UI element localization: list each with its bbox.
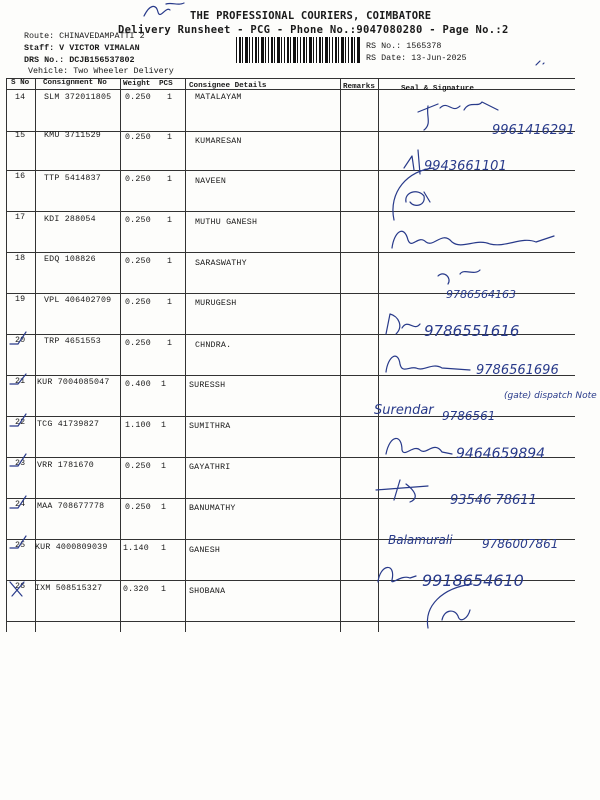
barcode	[236, 37, 360, 63]
rs-date: RS Date: 13-Jun-2025	[366, 53, 467, 63]
phone-handwritten: 9918654610	[422, 571, 524, 590]
phone-handwritten: 9786564163	[446, 288, 516, 301]
col-consignee: Consignee Details	[189, 82, 267, 90]
row-consignee: SARASWATHY	[195, 259, 247, 268]
row-sno: 17	[15, 213, 26, 222]
row-sno: 25	[15, 541, 26, 550]
row-consignee: GAYATHRI	[189, 463, 231, 472]
row-consignee: SURESSH	[189, 381, 226, 390]
row-consignment: TCG 41739827	[37, 420, 100, 429]
row-weight: 0.250	[125, 462, 151, 471]
row-consignment: SLM 372011805	[44, 93, 112, 102]
row-pcs: 1	[167, 133, 173, 142]
row-weight: 0.250	[125, 298, 151, 307]
signature-row-22	[380, 428, 570, 464]
row-weight: 0.320	[123, 585, 149, 594]
signature-row-14	[408, 96, 575, 144]
row-weight: 0.250	[125, 257, 151, 266]
col-weight: Weight	[123, 80, 151, 88]
row-pcs: 1	[161, 380, 167, 389]
row-pcs: 1	[167, 298, 173, 307]
row-consignee: MATALAYAM	[195, 93, 242, 102]
name-handwritten: Surendar	[374, 403, 434, 418]
staff-label: Staff: V VICTOR VIMALAN	[24, 43, 140, 53]
row-consignee: SHOBANA	[189, 587, 226, 596]
row-pcs: 1	[167, 175, 173, 184]
signature-row-17	[386, 220, 566, 254]
rs-number: RS No.: 1565378	[366, 41, 442, 51]
row-pcs: 1	[167, 339, 173, 348]
signature-row-20	[380, 346, 570, 380]
row-pcs: 1	[167, 216, 173, 225]
row-weight: 1.140	[123, 544, 149, 553]
signature-row-21	[372, 382, 597, 428]
row-pcs: 1	[161, 544, 167, 553]
row-consignee: CHNDRA.	[195, 341, 232, 350]
row-consignee: GANESH	[189, 546, 221, 555]
company-title: THE PROFESSIONAL COURIERS, COIMBATORE	[190, 10, 432, 22]
row-weight: 0.250	[125, 339, 151, 348]
row-sno: 21	[15, 377, 26, 386]
phone-handwritten: 9464659894	[456, 446, 546, 462]
row-sno: 14	[15, 93, 26, 102]
row-weight: 0.400	[125, 380, 151, 389]
row-sno: 22	[15, 418, 26, 427]
phone-handwritten: 93546 78611	[450, 493, 537, 508]
col-sno: S No	[11, 79, 30, 87]
ink-mark-top	[140, 0, 190, 22]
route-label: Route: CHINAVEDAMPATTI 2	[24, 31, 145, 41]
phone-handwritten: 9961416291	[492, 123, 575, 138]
row-sno: 24	[15, 500, 26, 509]
name-handwritten: Balamurali	[388, 533, 453, 547]
row-sno: 16	[15, 172, 26, 181]
row-consignee: KUMARESAN	[195, 137, 242, 146]
row-consignee: SUMITHRA	[189, 422, 231, 431]
row-consignment: IXM 508515327	[35, 584, 103, 593]
signature-row-19	[380, 308, 550, 344]
pen-dot	[533, 57, 553, 69]
row-consignee: MUTHU GANESH	[195, 218, 258, 227]
signature-row-26	[420, 580, 490, 636]
row-pcs: 1	[167, 93, 173, 102]
col-pcs: PCS	[159, 80, 173, 88]
delivery-tick-marks	[6, 330, 34, 600]
row-sno: 20	[15, 336, 26, 345]
signature-row-16	[384, 162, 454, 226]
phone-handwritten: 9943661101	[424, 159, 507, 174]
col-remarks: Remarks	[343, 83, 375, 91]
row-consignment: KDI 288054	[44, 215, 96, 224]
row-sno: 23	[15, 459, 26, 468]
row-weight: 1.100	[125, 421, 151, 430]
row-consignee: BANUMATHY	[189, 504, 236, 513]
signature-row-24	[382, 522, 582, 552]
row-sno: 26	[15, 582, 26, 591]
row-pcs: 1	[161, 503, 167, 512]
row-consignment: EDQ 108826	[44, 255, 96, 264]
signature-row-18	[420, 262, 570, 306]
runsheet-title: Delivery Runsheet - PCG - Phone No.:9047080280 - Page No.:2	[118, 24, 509, 36]
row-weight: 0.250	[125, 503, 151, 512]
row-weight: 0.250	[125, 93, 151, 102]
row-consignment: VRR 1781670	[37, 461, 94, 470]
gate-note-handwritten: (gate) dispatch Note	[504, 391, 597, 401]
row-weight: 0.250	[125, 216, 151, 225]
col-consignment: Consignment No	[43, 79, 107, 87]
phone-handwritten: 9786551616	[424, 322, 520, 340]
row-consignment: KUR 7004085047	[37, 378, 110, 387]
row-weight: 0.250	[125, 175, 151, 184]
row-pcs: 1	[161, 462, 167, 471]
row-consignee: NAVEEN	[195, 177, 227, 186]
row-sno: 18	[15, 254, 26, 263]
row-consignment: KMU 3711529	[44, 131, 101, 140]
phone-handwritten: 9786561	[442, 409, 496, 423]
col-seal-signature: Seal & Signature	[401, 85, 474, 93]
row-pcs: 1	[167, 257, 173, 266]
row-sno: 19	[15, 295, 26, 304]
row-consignment: TRP 4651553	[44, 337, 101, 346]
drs-number: DRS No.: DCJB156537802	[24, 55, 135, 65]
row-sno: 15	[15, 131, 26, 140]
row-weight: 0.250	[125, 133, 151, 142]
row-consignee: MURUGESH	[195, 299, 237, 308]
phone-handwritten: 9786561696	[476, 363, 559, 378]
row-pcs: 1	[161, 421, 167, 430]
vehicle-label: Vehicle: Two Wheeler Delivery	[28, 66, 174, 76]
row-consignment: KUR 4000809039	[35, 543, 108, 552]
row-consignment: TTP 5414837	[44, 174, 101, 183]
signature-row-23	[370, 476, 570, 512]
row-pcs: 1	[161, 585, 167, 594]
row-consignment: VPL 406402709	[44, 296, 112, 305]
row-consignment: MAA 708677778	[37, 502, 105, 511]
phone-handwritten: 9786007861	[482, 537, 559, 551]
